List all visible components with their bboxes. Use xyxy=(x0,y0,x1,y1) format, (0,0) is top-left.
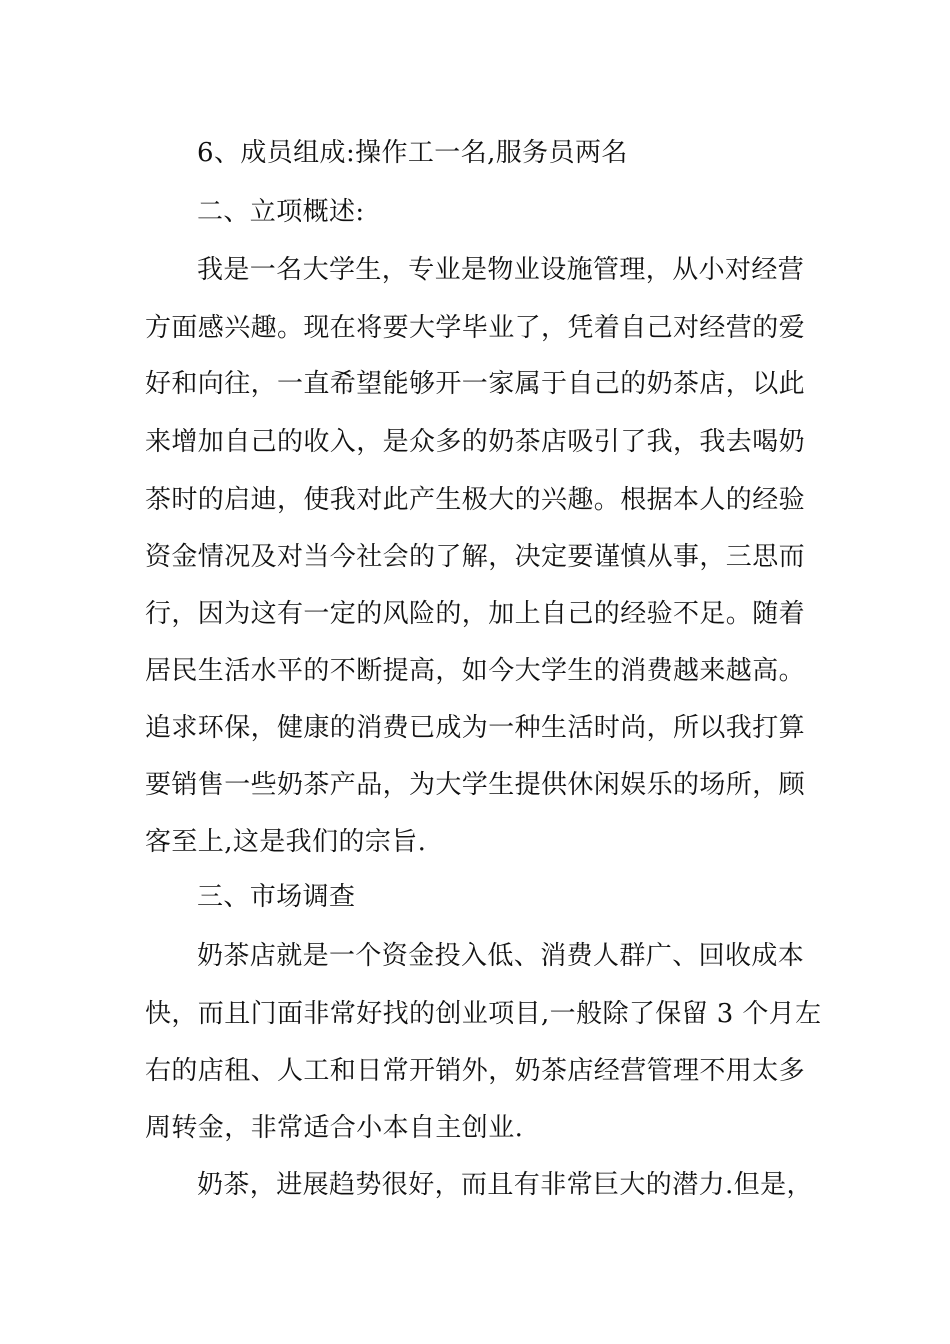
overview-paragraph-line-1: 我是一名大学生，专业是物业设施管理，从小对经营 xyxy=(197,255,805,285)
member-composition-line: 6、成员组成:操作工一名,服务员两名 xyxy=(197,138,628,168)
overview-paragraph-line-6: 资金情况及对当今社会的了解，决定要谨慎从事，三思而 xyxy=(145,542,806,572)
overview-paragraph-line-11: 客至上,这是我们的宗旨. xyxy=(145,827,427,857)
overview-paragraph-line-7: 行，因为这有一定的风险的，加上自己的经验不足。随着 xyxy=(145,599,806,629)
market-paragraph-line-1: 奶茶店就是一个资金投入低、消费人群广、回收成本 xyxy=(197,941,805,971)
overview-paragraph-line-5: 茶时的启迪，使我对此产生极大的兴趣。根据本人的经验 xyxy=(145,485,806,515)
market-paragraph-line-2: 快，而且门面非常好找的创业项目,一般除了保留 3 个月左 xyxy=(145,999,822,1029)
overview-paragraph-line-3: 好和向往，一直希望能够开一家属于自己的奶茶店，以此 xyxy=(145,369,806,399)
section-heading-project-overview: 二、立项概述: xyxy=(197,197,365,227)
market-paragraph-line-4: 周转金，非常适合小本自主创业. xyxy=(145,1113,524,1143)
overview-paragraph-line-4: 来增加自己的收入，是众多的奶茶店吸引了我，我去喝奶 xyxy=(145,427,806,457)
overview-paragraph-line-2: 方面感兴趣。现在将要大学毕业了，凭着自己对经营的爱 xyxy=(145,313,806,343)
overview-paragraph-line-9: 追求环保，健康的消费已成为一种生活时尚，所以我打算 xyxy=(145,713,806,743)
trend-paragraph-line-1: 奶茶，进展趋势很好，而且有非常巨大的潜力.但是， xyxy=(197,1170,813,1200)
section-heading-market-research: 三、市场调查 xyxy=(197,882,356,912)
overview-paragraph-line-8: 居民生活水平的不断提高，如今大学生的消费越来越高。 xyxy=(145,656,806,686)
market-paragraph-line-3: 右的店租、人工和日常开销外，奶茶店经营管理不用太多 xyxy=(145,1056,806,1086)
overview-paragraph-line-10: 要销售一些奶茶产品，为大学生提供休闲娱乐的场所，顾 xyxy=(145,770,806,800)
